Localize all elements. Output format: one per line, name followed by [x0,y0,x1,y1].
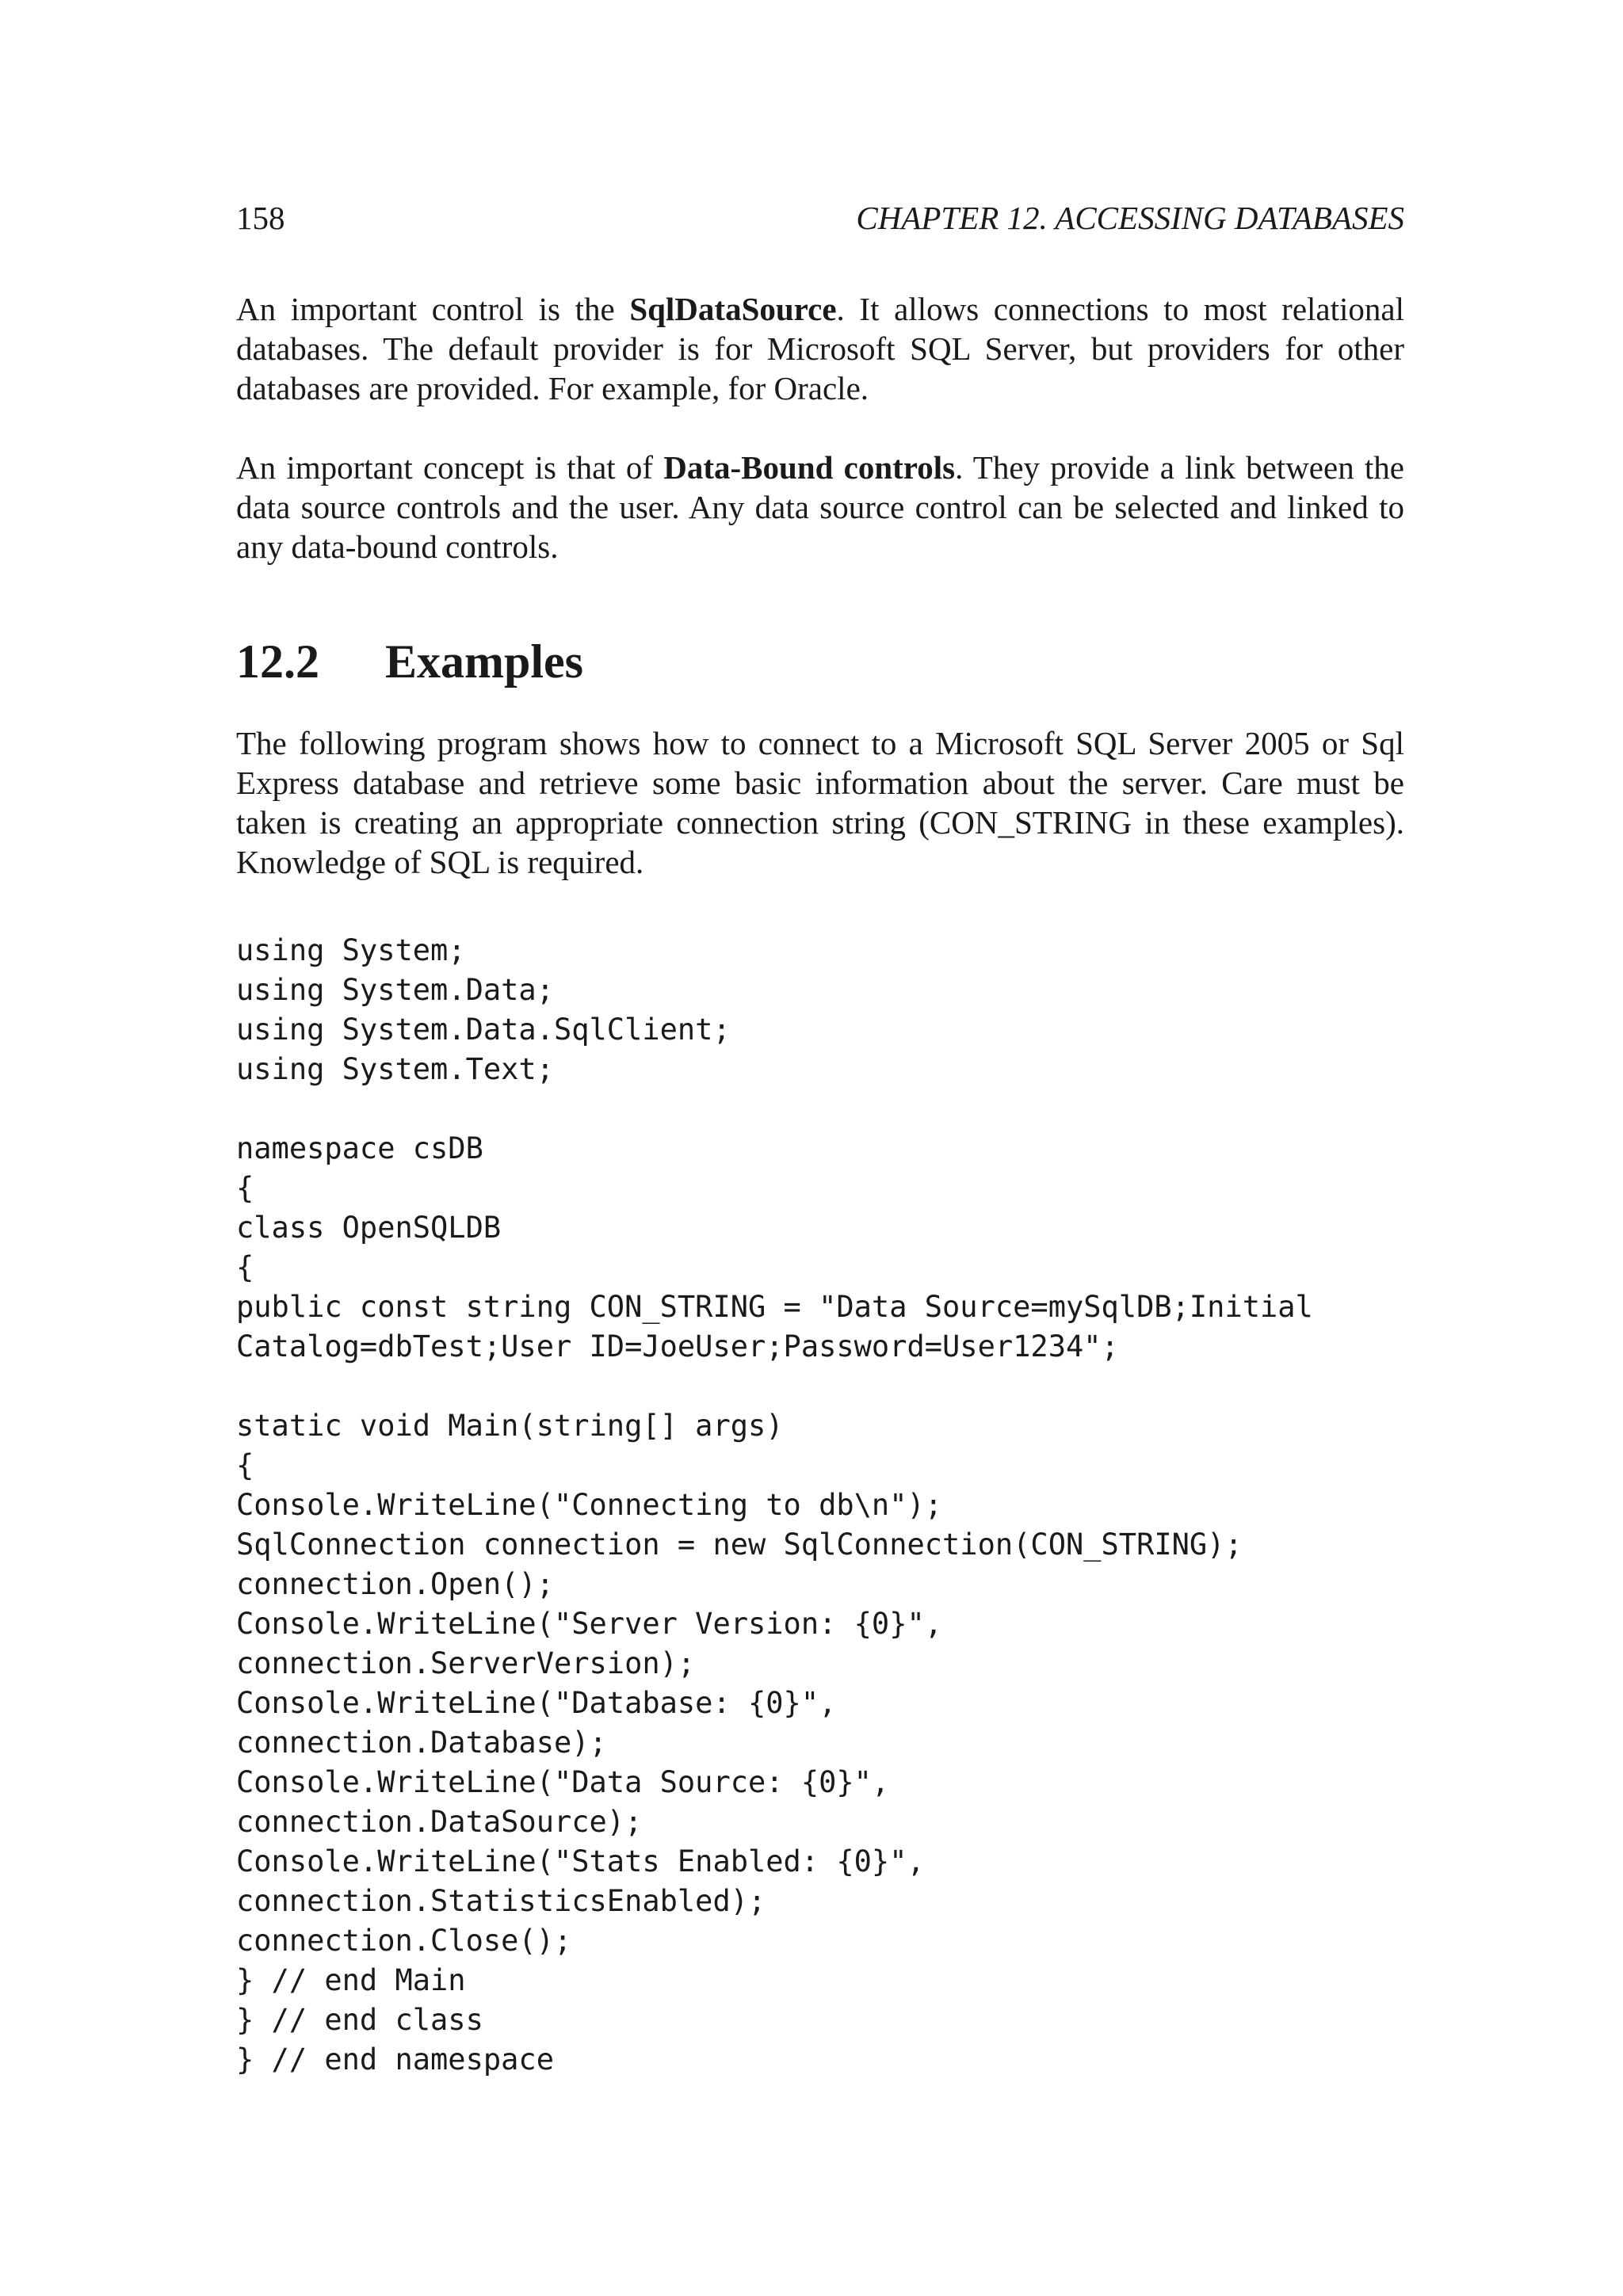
code-line: { [236,1171,254,1205]
running-header [236,194,1404,242]
code-line: connection.ServerVersion); [236,1646,696,1680]
code-line: SqlConnection connection = new SqlConnection(CON_STRING); [236,1527,1243,1562]
code-line [236,1367,1404,1406]
chapter-title: CHAPTER 12. ACCESSING DATABASES [856,200,1404,236]
code-line: using System; [236,933,466,967]
section-number: 12.2 [236,635,319,688]
paragraph-text: . It allows connections to most relational databases. The default provider is for Microsoft SQL Server, but providers for other databases are provided. For example, for Oracle. [236,291,1404,406]
document-page [236,194,1404,2080]
code-line: Console.WriteLine("Database: {0}", [236,1686,837,1720]
code-line: Console.WriteLine("Server Version: {0}", [236,1607,943,1641]
paragraph-text: . They provide a link between the data source controls and the user. Any data source control can be selected and linked to any data-bound controls. [236,449,1404,565]
code-listing [236,931,1404,2080]
paragraph-text: An important control is the [236,291,630,327]
code-line [236,1089,1404,1129]
code-line: Catalog=dbTest;User ID=JoeUser;Password=User1234"; [236,1329,1119,1363]
code-line: } // end namespace [236,2042,554,2077]
code-line: connection.Close(); [236,1924,572,1958]
code-line: Console.WriteLine("Connecting to db\n"); [236,1488,943,1522]
code-line: static void Main(string[] args) [236,1409,784,1443]
code-line: namespace csDB [236,1131,483,1165]
code-line: connection.StatisticsEnabled); [236,1884,766,1918]
code-line: using System.Data.SqlClient; [236,1013,731,1047]
code-line: } // end Main [236,1963,466,1997]
code-line: using System.Data; [236,973,554,1007]
code-line: public const string CON_STRING = "Data Source=mySqlDB;Initial [236,1290,1313,1324]
paragraph-text: An important concept is that of [236,449,664,486]
page-number: 158 [236,200,285,236]
term-data-bound-controls: Data-Bound controls [663,449,956,486]
code-line: connection.Database); [236,1726,607,1760]
code-line: connection.DataSource); [236,1805,643,1839]
section-heading [236,630,1404,693]
term-sqldatasource: SqlDataSource [629,291,837,327]
code-line: { [236,1448,254,1482]
code-line: connection.Open(); [236,1567,554,1601]
paragraph-sqldatasource [236,289,1404,408]
code-line: Console.WriteLine("Data Source: {0}", [236,1765,890,1799]
section-title: Examples [385,635,584,688]
code-line: Console.WriteLine("Stats Enabled: {0}", [236,1844,925,1878]
code-line: using System.Text; [236,1052,554,1086]
paragraph-example-intro: The following program shows how to connect to a Microsoft SQL Server 2005 or Sql Express database and retrieve some basic information about the server. Care must be taken is creating an appropriate connection string (CON_STRING in these examples). Knowledge of SQL is required. [236,725,1404,880]
code-line: } // end class [236,2003,483,2037]
paragraph-data-bound [236,448,1404,566]
code-line: class OpenSQLDB [236,1211,502,1245]
code-line: { [236,1250,254,1284]
